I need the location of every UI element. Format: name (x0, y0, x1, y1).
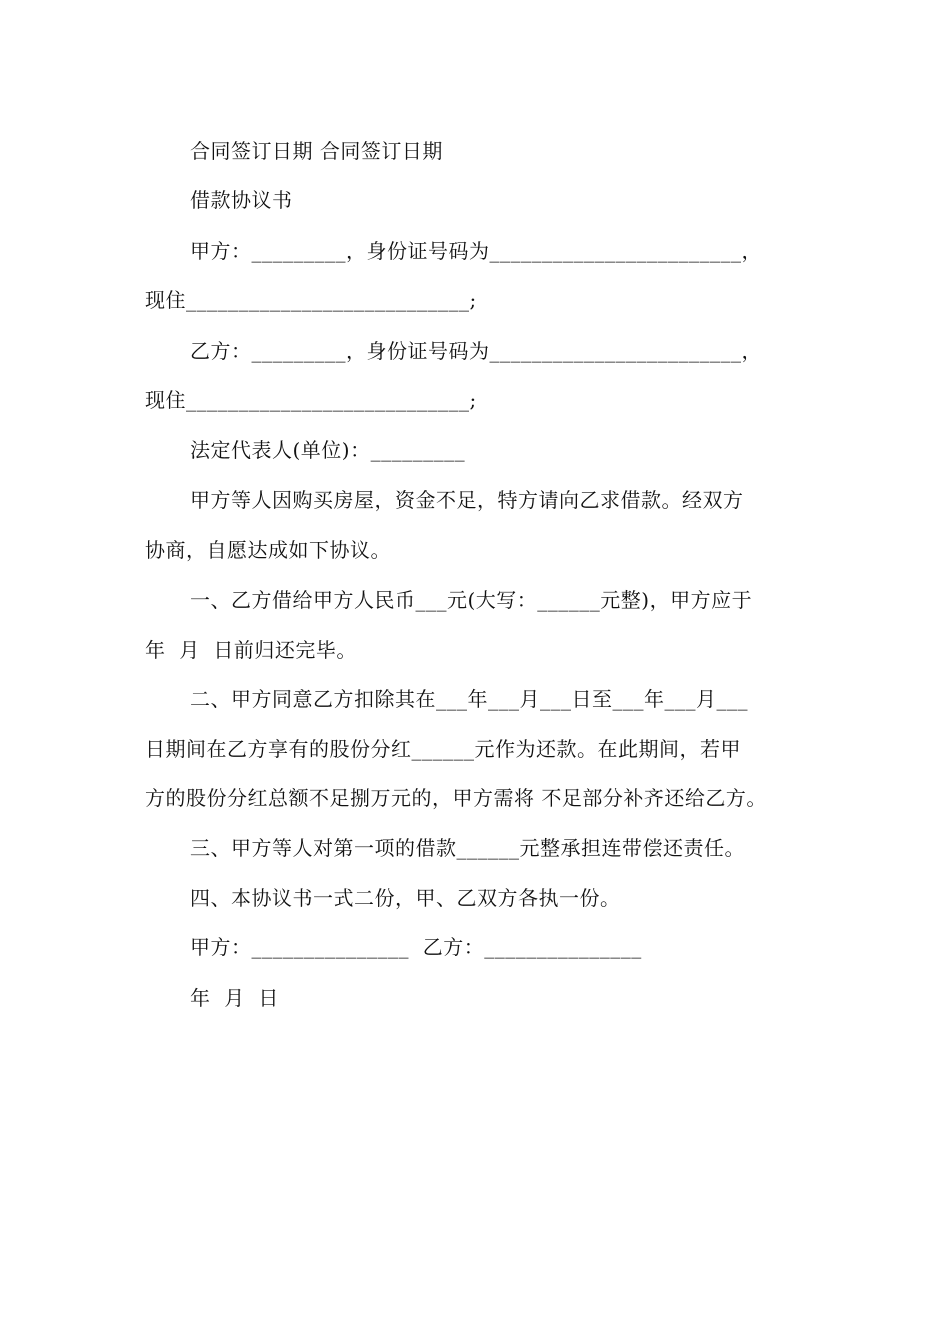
party-a-address-line: 现住___________________________; (145, 288, 477, 312)
intro-paragraph-line-2: 协商，自愿达成如下协议。 (145, 538, 391, 562)
clause-3-line: 三、甲方等人对第一项的借款______元整承担连带偿还责任。 (190, 836, 745, 860)
clause-2-line-2: 日期间在乙方享有的股份分红______元作为还款。在此期间，若甲 (145, 737, 741, 761)
intro-paragraph-line-1: 甲方等人因购买房屋，资金不足，特方请向乙求借款。经双方 (190, 488, 744, 512)
clause-4-line: 四、本协议书一式二份，甲、乙双方各执一份。 (190, 886, 621, 910)
party-a-line: 甲方：_________，身份证号码为________________________， (190, 239, 762, 263)
clause-2-line-1: 二、甲方同意乙方扣除其在___年___月___日至___年___月___ (190, 687, 748, 711)
clause-1-line-1: 一、乙方借给甲方人民币___元(大写：______元整)，甲方应于 (190, 588, 753, 612)
document-title: 借款协议书 (190, 188, 293, 212)
contract-date-line: 合同签订日期 合同签订日期 (190, 139, 443, 163)
clause-1-line-2: 年 月 日前归还完毕。 (145, 638, 357, 662)
party-b-address-line: 现住___________________________; (145, 388, 477, 412)
party-b-line: 乙方：_________，身份证号码为________________________， (190, 339, 762, 363)
clause-2-line-3: 方的股份分红总额不足捌万元的，甲方需将 不足部分补齐还给乙方。 (145, 786, 767, 810)
legal-representative-line: 法定代表人(单位)：_________ (190, 438, 466, 462)
signature-line: 甲方：_______________ 乙方：_______________ (190, 935, 642, 959)
date-line: 年 月 日 (190, 986, 279, 1010)
